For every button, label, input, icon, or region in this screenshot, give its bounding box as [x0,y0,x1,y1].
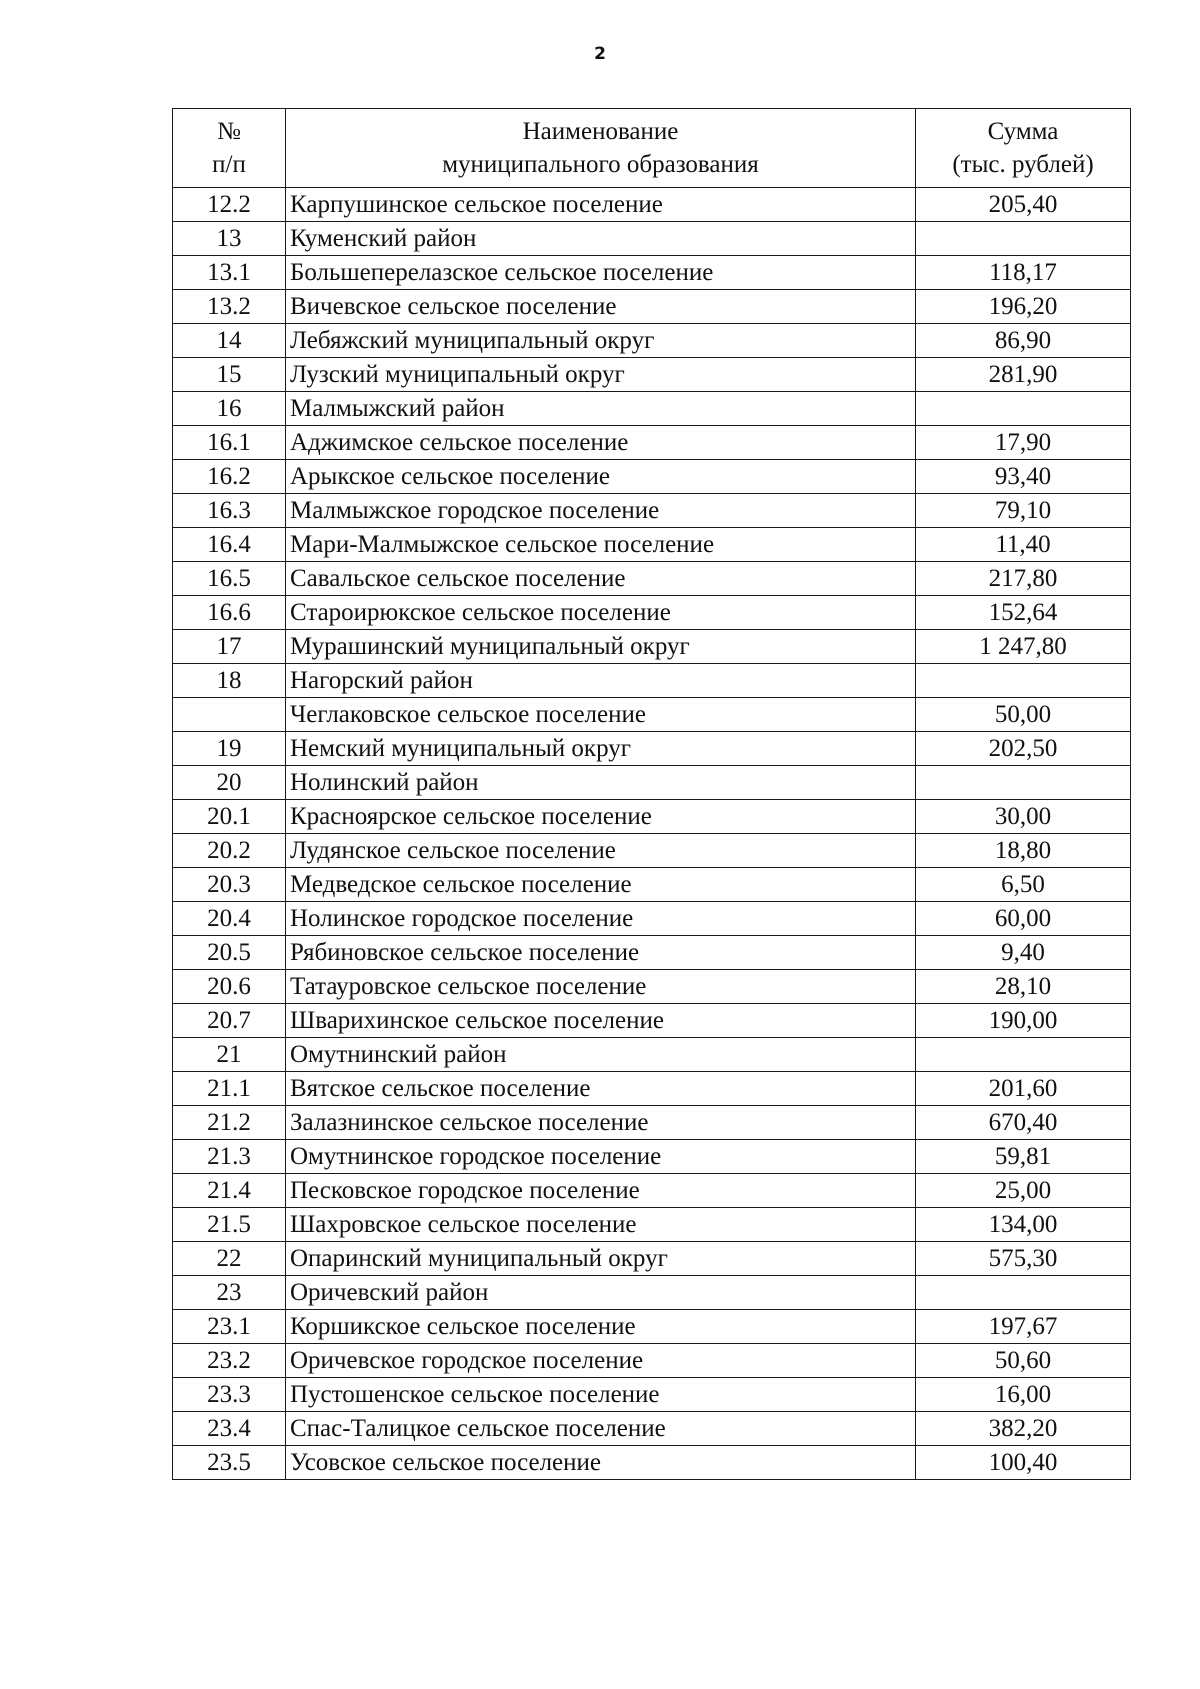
table-row [173,698,1131,732]
amount-cell: 118,17 [916,256,1131,290]
table-row [173,664,1131,698]
table-row [173,1072,1131,1106]
row-number-cell: 22 [173,1242,286,1276]
table-row [173,1106,1131,1140]
municipality-name-cell: Омутнинское городское поселение [286,1140,916,1174]
row-number-cell: 21.5 [173,1208,286,1242]
amount-cell: 9,40 [916,936,1131,970]
row-number-cell: 14 [173,324,286,358]
table-row [173,324,1131,358]
amount-cell: 28,10 [916,970,1131,1004]
table-row [173,1412,1131,1446]
row-number-cell: 23.5 [173,1446,286,1480]
row-number-cell: 20.1 [173,800,286,834]
table-row [173,1276,1131,1310]
municipality-name-cell: Пустошенское сельское поселение [286,1378,916,1412]
municipality-name-cell: Немский муниципальный округ [286,732,916,766]
municipality-name-cell: Нолинское городское поселение [286,902,916,936]
amount-cell: 18,80 [916,834,1131,868]
table-row [173,1242,1131,1276]
row-number-cell: 23.1 [173,1310,286,1344]
amount-cell [916,392,1131,426]
amount-cell: 202,50 [916,732,1131,766]
row-number-cell: 21.3 [173,1140,286,1174]
amount-cell: 25,00 [916,1174,1131,1208]
table-row [173,1038,1131,1072]
row-number-cell: 21.2 [173,1106,286,1140]
amount-cell [916,664,1131,698]
row-number-cell: 21.4 [173,1174,286,1208]
municipality-name-cell: Малмыжское городское поселение [286,494,916,528]
row-number-cell: 20.7 [173,1004,286,1038]
table-row [173,1310,1131,1344]
municipality-name-cell: Рябиновское сельское поселение [286,936,916,970]
municipality-name-cell: Лузский муниципальный округ [286,358,916,392]
table-row [173,358,1131,392]
table-row [173,528,1131,562]
header-sum-line1: Сумма [987,118,1059,145]
row-number-cell [173,698,286,732]
amount-cell: 50,00 [916,698,1131,732]
municipality-name-cell: Вятское сельское поселение [286,1072,916,1106]
row-number-cell: 13.1 [173,256,286,290]
municipality-name-cell: Лудянское сельское поселение [286,834,916,868]
header-name-line2: муниципального образования [442,151,759,178]
amount-cell: 79,10 [916,494,1131,528]
municipality-name-cell: Омутнинский район [286,1038,916,1072]
table-row [173,392,1131,426]
amount-cell: 59,81 [916,1140,1131,1174]
row-number-cell: 16 [173,392,286,426]
row-number-cell: 13 [173,222,286,256]
row-number-cell: 18 [173,664,286,698]
table-row [173,936,1131,970]
municipality-name-cell: Мари-Малмыжское сельское поселение [286,528,916,562]
municipality-name-cell: Песковское городское поселение [286,1174,916,1208]
municipality-name-cell: Шахровское сельское поселение [286,1208,916,1242]
allocation-table [172,108,1131,1480]
header-sum-cell [916,109,1131,188]
amount-cell: 30,00 [916,800,1131,834]
header-name-cell [286,109,916,188]
row-number-cell: 19 [173,732,286,766]
row-number-cell: 16.3 [173,494,286,528]
table-row [173,834,1131,868]
row-number-cell: 20.6 [173,970,286,1004]
row-number-cell: 16.4 [173,528,286,562]
municipality-name-cell: Спас-Талицкое сельское поселение [286,1412,916,1446]
municipality-name-cell: Нолинский район [286,766,916,800]
municipality-name-cell: Шварихинское сельское поселение [286,1004,916,1038]
row-number-cell: 23.2 [173,1344,286,1378]
municipality-name-cell: Малмыжский район [286,392,916,426]
municipality-name-cell: Савальское сельское поселение [286,562,916,596]
amount-cell: 1 247,80 [916,630,1131,664]
municipality-name-cell: Аджимское сельское поселение [286,426,916,460]
municipality-name-cell: Опаринский муниципальный округ [286,1242,916,1276]
municipality-name-cell: Оричевский район [286,1276,916,1310]
amount-cell [916,222,1131,256]
amount-cell: 11,40 [916,528,1131,562]
header-number-cell [173,109,286,188]
row-number-cell: 16.6 [173,596,286,630]
amount-cell: 16,00 [916,1378,1131,1412]
table-row [173,1378,1131,1412]
row-number-cell: 20.4 [173,902,286,936]
table-row [173,256,1131,290]
table-row [173,1208,1131,1242]
table-row [173,902,1131,936]
table-row [173,426,1131,460]
municipality-name-cell: Коршикское сельское поселение [286,1310,916,1344]
table-row [173,1446,1131,1480]
municipality-name-cell: Оричевское городское поселение [286,1344,916,1378]
table-row [173,1344,1131,1378]
municipality-name-cell: Медведское сельское поселение [286,868,916,902]
header-name-line1: Наименование [522,118,679,145]
header-number-line1: № [217,118,241,145]
municipality-name-cell: Арыкское сельское поселение [286,460,916,494]
amount-cell: 205,40 [916,188,1131,222]
row-number-cell: 15 [173,358,286,392]
amount-cell: 575,30 [916,1242,1131,1276]
table-row [173,800,1131,834]
amount-cell: 190,00 [916,1004,1131,1038]
table-row [173,460,1131,494]
table-row [173,596,1131,630]
table-row [173,562,1131,596]
municipality-name-cell: Нагорский район [286,664,916,698]
row-number-cell: 13.2 [173,290,286,324]
row-number-cell: 21 [173,1038,286,1072]
amount-cell: 152,64 [916,596,1131,630]
municipality-name-cell: Вичевское сельское поселение [286,290,916,324]
table-row [173,222,1131,256]
amount-cell [916,1276,1131,1310]
amount-cell: 100,40 [916,1446,1131,1480]
amount-cell: 217,80 [916,562,1131,596]
municipality-name-cell: Красноярское сельское поселение [286,800,916,834]
table-row [173,188,1131,222]
amount-cell [916,1038,1131,1072]
table-body [173,188,1131,1480]
table-row [173,1140,1131,1174]
row-number-cell: 20.2 [173,834,286,868]
amount-cell: 670,40 [916,1106,1131,1140]
municipality-name-cell: Залазнинское сельское поселение [286,1106,916,1140]
amount-cell: 197,67 [916,1310,1131,1344]
table-row [173,868,1131,902]
amount-cell: 50,60 [916,1344,1131,1378]
table-row [173,494,1131,528]
amount-cell [916,766,1131,800]
row-number-cell: 16.5 [173,562,286,596]
municipality-name-cell: Лебяжский муниципальный округ [286,324,916,358]
table-row [173,630,1131,664]
municipality-name-cell: Карпушинское сельское поселение [286,188,916,222]
table-header [173,109,1131,188]
table-row [173,1174,1131,1208]
municipality-name-cell: Усовское сельское поселение [286,1446,916,1480]
amount-cell: 281,90 [916,358,1131,392]
row-number-cell: 21.1 [173,1072,286,1106]
row-number-cell: 20.3 [173,868,286,902]
amount-cell: 196,20 [916,290,1131,324]
row-number-cell: 16.1 [173,426,286,460]
row-number-cell: 20 [173,766,286,800]
table-row [173,970,1131,1004]
table-row [173,1004,1131,1038]
municipality-name-cell: Чеглаковское сельское поселение [286,698,916,732]
row-number-cell: 20.5 [173,936,286,970]
page-number: 2 [594,44,606,64]
amount-cell: 201,60 [916,1072,1131,1106]
municipality-name-cell: Мурашинский муниципальный округ [286,630,916,664]
header-row [173,109,1131,188]
row-number-cell: 23.3 [173,1378,286,1412]
municipality-name-cell: Куменский район [286,222,916,256]
municipality-name-cell: Староирюкское сельское поселение [286,596,916,630]
amount-cell: 382,20 [916,1412,1131,1446]
amount-cell: 60,00 [916,902,1131,936]
table-row [173,766,1131,800]
amount-cell: 17,90 [916,426,1131,460]
municipality-name-cell: Татауровское сельское поселение [286,970,916,1004]
row-number-cell: 12.2 [173,188,286,222]
amount-cell: 86,90 [916,324,1131,358]
row-number-cell: 16.2 [173,460,286,494]
row-number-cell: 23 [173,1276,286,1310]
amount-cell: 93,40 [916,460,1131,494]
row-number-cell: 17 [173,630,286,664]
table-row [173,290,1131,324]
table-row [173,732,1131,766]
row-number-cell: 23.4 [173,1412,286,1446]
municipality-name-cell: Большеперелазское сельское поселение [286,256,916,290]
amount-cell: 134,00 [916,1208,1131,1242]
header-sum-line2: (тыс. рублей) [952,151,1094,178]
header-number-line2: п/п [212,151,246,178]
amount-cell: 6,50 [916,868,1131,902]
